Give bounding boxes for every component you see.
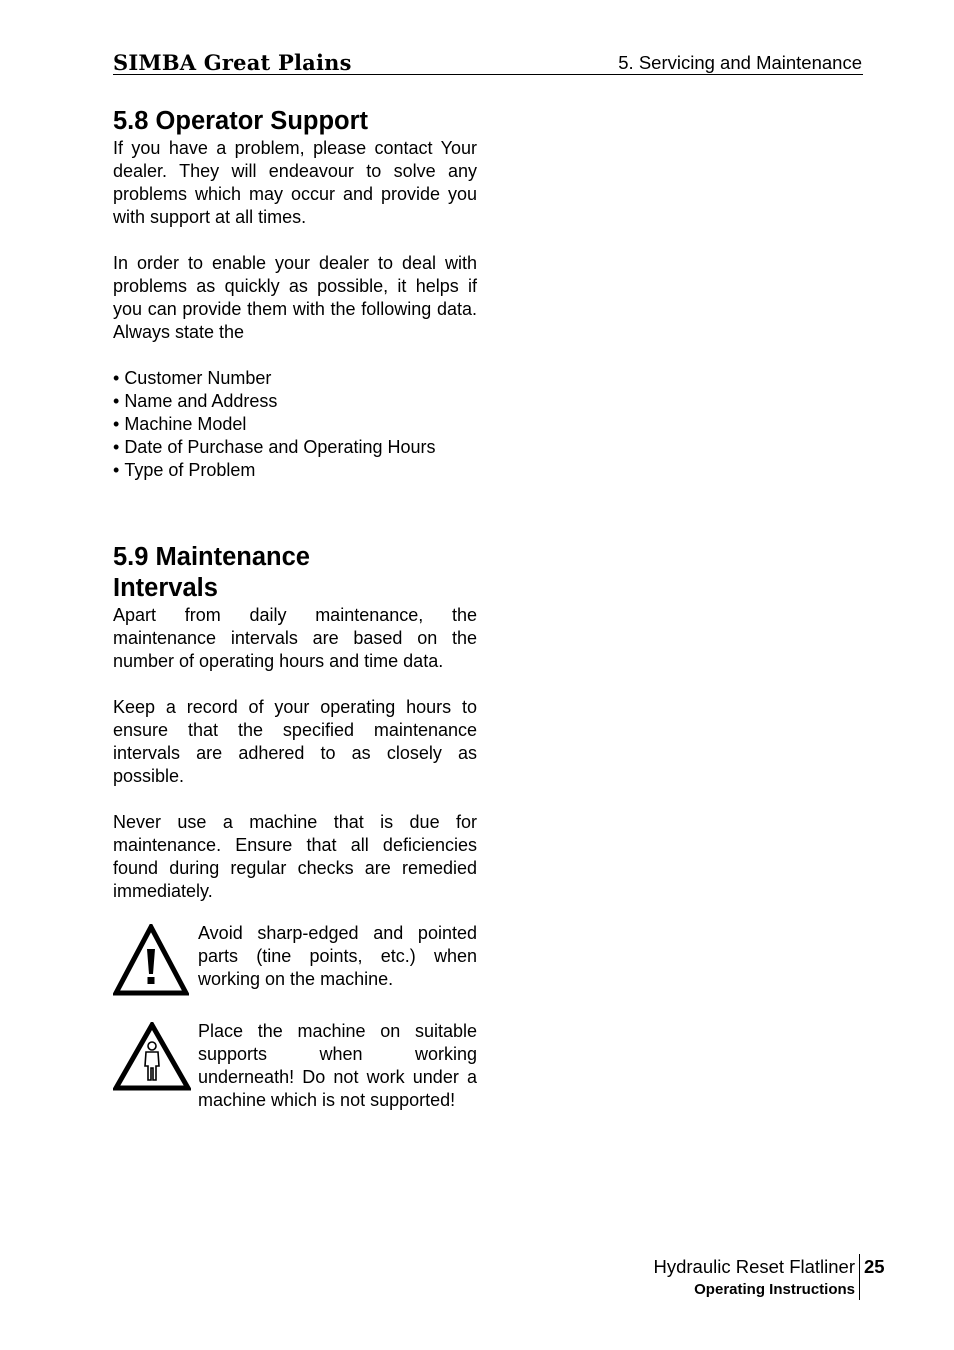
- operator-support-heading: 5.8 Operator Support: [113, 107, 369, 135]
- brand-logo: SIMBA Great Plains: [113, 50, 352, 75]
- maintenance-heading: [113, 542, 477, 604]
- list-item: • Name and Address: [113, 390, 477, 413]
- warning-supports: [113, 1020, 477, 1114]
- header-divider: [113, 74, 863, 75]
- footer-divider: [859, 1254, 860, 1300]
- maintenance-paragraph-1: Apart from daily maintenance, the maintenance intervals are based on the number of operating hours and time data.: [113, 605, 477, 671]
- operator-support-paragraph-2: In order to enable your dealer to deal with problems as quickly as possible, it helps if you can provide them with the following data. Always state the: [113, 253, 477, 342]
- operator-support-paragraph-1: If you have a problem, please contact Your dealer. They will endeavour to solve any problems which may occur and provide you with support at all times.: [113, 138, 477, 227]
- exclamation-warning-icon: [113, 924, 189, 996]
- list-item: • Machine Model: [113, 413, 477, 436]
- maintenance-paragraph-2: Keep a record of your operating hours to ensure that the specified maintenance intervals are adhered to as closely as possible.: [113, 697, 477, 786]
- warning-text: Place the machine on suitable supports when working underneath! Do not work under a machine which is not supported!: [198, 1021, 477, 1110]
- maintenance-heading-line-2: Intervals: [113, 574, 218, 602]
- person-warning-icon: [113, 1022, 191, 1094]
- document-title: Hydraulic Reset Flatliner: [653, 1256, 855, 1277]
- chapter-title: 5. Servicing and Maintenance: [618, 52, 862, 73]
- maintenance-section: [113, 542, 477, 903]
- list-item: • Type of Problem: [113, 459, 477, 482]
- maintenance-heading-line-1: 5.9 Maintenance: [113, 543, 310, 571]
- warning-text: Avoid sharp-edged and pointed parts (tine points, etc.) when working on the machine.: [198, 923, 477, 989]
- page-number: 25: [864, 1256, 885, 1277]
- warning-sharp-parts: [113, 922, 477, 994]
- operator-support-section: [113, 106, 477, 482]
- list-item: • Customer Number: [113, 367, 477, 390]
- maintenance-paragraph-3: Never use a machine that is due for maintenance. Ensure that all deficiencies found during regular checks are remedied immediately.: [113, 812, 477, 901]
- required-data-list: [113, 367, 477, 482]
- document-subtitle: Operating Instructions: [694, 1281, 855, 1298]
- list-item: • Date of Purchase and Operating Hours: [113, 436, 477, 459]
